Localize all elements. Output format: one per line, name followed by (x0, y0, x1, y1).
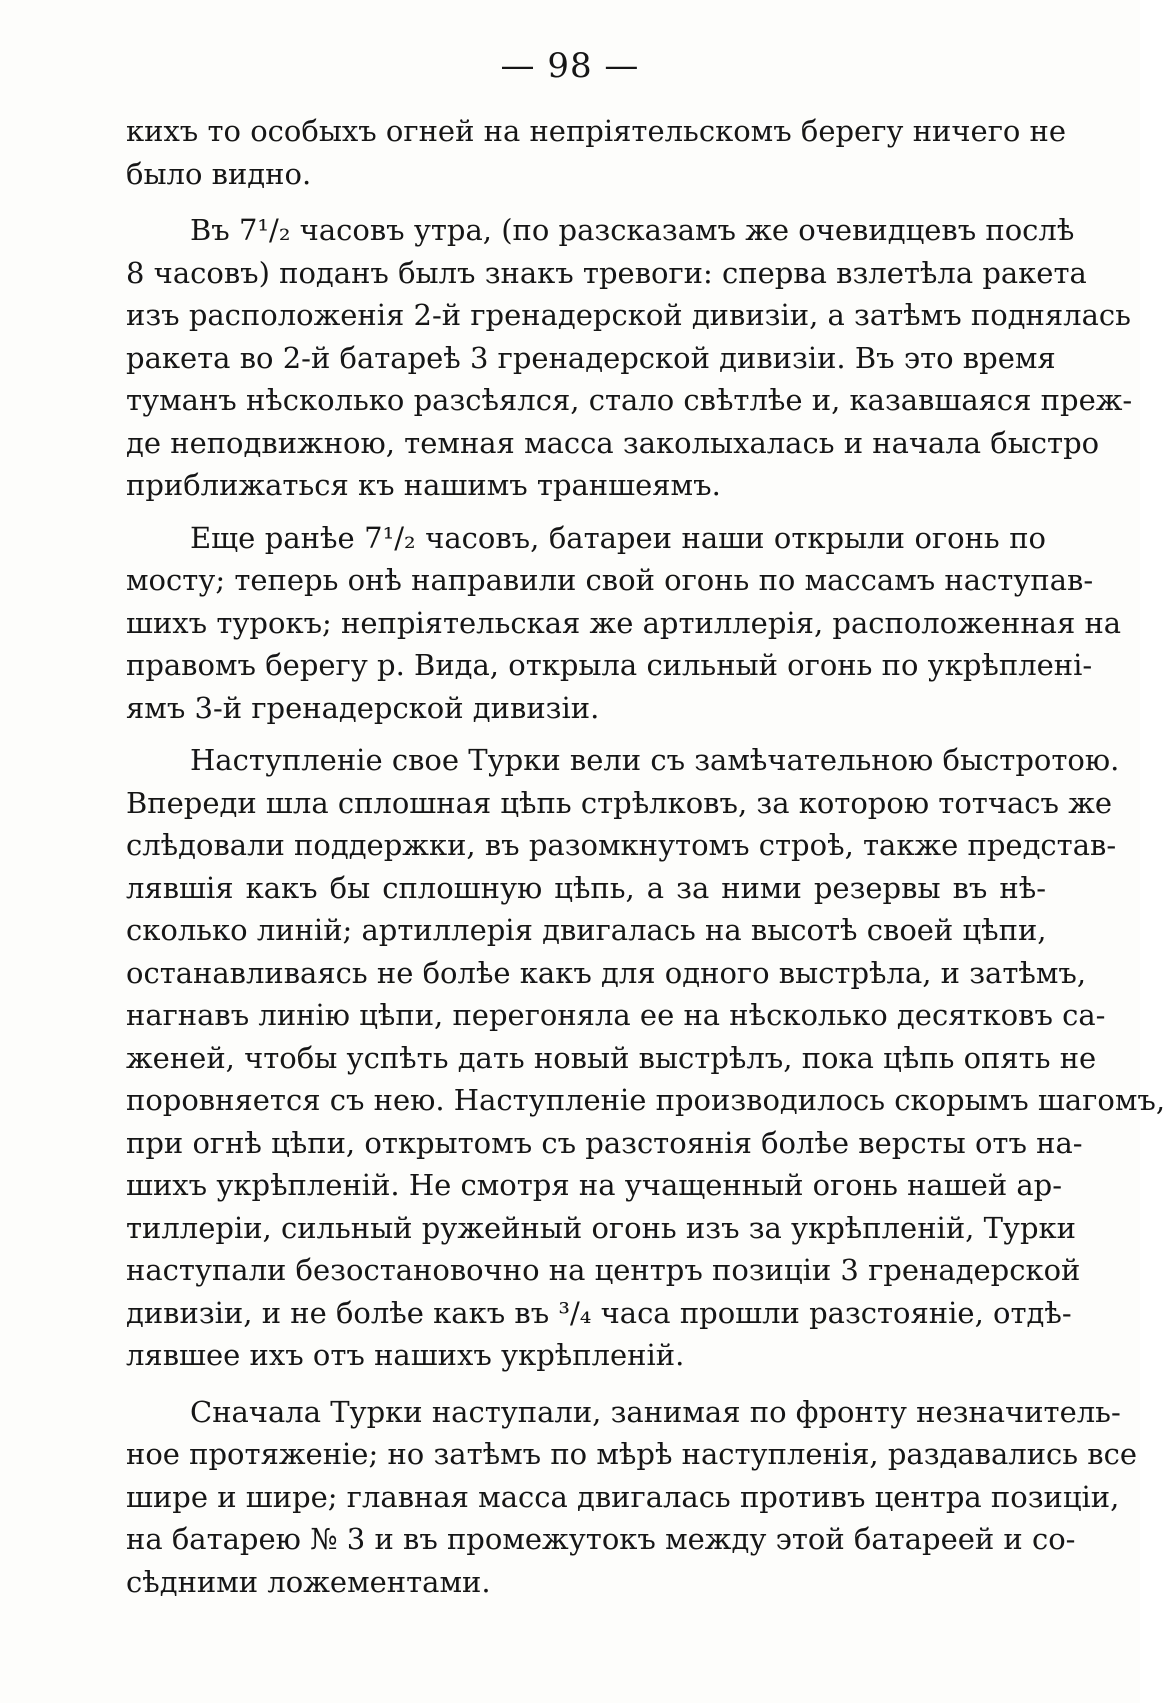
text-line: Впереди шла сплошная цѣпь стрѣлковъ, за которою тотчасъ же (126, 785, 1113, 820)
text-line: Въ 7¹/₂ часовъ утра, (по разсказамъ же очевидцевъ послѣ (190, 213, 1075, 247)
text-line: наступали безостановочно на центръ позиціи 3 гренадерской (126, 1253, 1081, 1287)
paragraph-1 (126, 110, 1067, 195)
text-line: мосту; теперь онѣ направили свой огонь по массамъ наступав- (126, 563, 1094, 597)
text-line: шире и шире; главная масса двигалась противъ центра позиціи, (126, 1479, 1120, 1514)
text-body (126, 110, 1165, 1603)
page-number: — 98 — (500, 46, 640, 86)
text-line: сколько линій; артиллерія двигалась на высотѣ своей цѣпи, (126, 913, 1047, 947)
text-line: ямъ 3-й гренадерской дивизіи. (126, 690, 600, 725)
text-line: де неподвижною, темная масса заколыхалась и начала быстро (126, 425, 1100, 460)
text-line: 8 часовъ) поданъ былъ знакъ тревоги: сперва взлетѣла ракета (126, 255, 1087, 290)
paragraph-4 (126, 739, 1165, 1377)
text-line: туманъ нѣсколько разсѣялся, стало свѣтлѣе и, казавшаяся преж- (126, 383, 1133, 417)
text-line: шихъ турокъ; непріятельская же артиллерія, расположенная на (126, 605, 1122, 640)
text-line: тиллеріи, сильный ружейный огонь изъ за укрѣпленій, Турки (126, 1210, 1077, 1245)
text-line: лявшія какъ бы сплошную цѣпь, а за ними резервы въ нѣ- (126, 870, 1046, 905)
text-line: Еще ранѣе 7¹/₂ часовъ, батареи наши открыли огонь по (190, 520, 1046, 555)
text-line: Наступленіе свое Турки вели съ замѣчательною быстротою. (190, 743, 1120, 777)
text-line: слѣдовали поддержки, въ разомкнутомъ строѣ, также представ- (126, 828, 1117, 862)
text-line: на батарею № 3 и въ промежутокъ между этой батареей и со- (126, 1522, 1076, 1556)
text-line: правомъ берегу р. Вида, открыла сильный огонь по укрѣплені- (126, 648, 1093, 682)
text-line: поровняется съ нею. Наступленіе производилось скорымъ шагомъ, (126, 1083, 1165, 1117)
text-line: останавливаясь не болѣе какъ для одного выстрѣла, и затѣмъ, (126, 955, 1087, 990)
text-line: было видно. (126, 156, 312, 191)
text-line: ное протяженіе; но затѣмъ по мѣрѣ наступленія, раздавались все (126, 1437, 1138, 1471)
text-line: сѣдними ложементами. (126, 1564, 491, 1599)
paragraph-2 (126, 209, 1133, 507)
text-line: лявшее ихъ отъ нашихъ укрѣпленій. (126, 1338, 685, 1372)
text-line: шихъ укрѣпленій. Не смотря на учащенный огонь нашей ар- (126, 1168, 1063, 1202)
text-line: ракета во 2-й батареѣ 3 гренадерской дивизіи. Въ это время (126, 340, 1056, 375)
text-line: дивизіи, и не болѣе какъ въ ³/₄ часа прошли разстояніе, отдѣ- (126, 1295, 1072, 1330)
paragraph-3 (126, 517, 1122, 730)
text-line: кихъ то особыхъ огней на непріятельскомъ берегу ничего не (126, 114, 1067, 148)
text-line: изъ расположенія 2-й гренадерской дивизіи, а затѣмъ поднялась (126, 298, 1131, 332)
text-line: нагнавъ линію цѣпи, перегоняла ее на нѣсколько десятковъ са- (126, 998, 1106, 1032)
text-line: Сначала Турки наступали, занимая по фронту незначитель- (190, 1394, 1121, 1429)
text-line: при огнѣ цѣпи, открытомъ съ разстоянія болѣе версты отъ на- (126, 1125, 1083, 1160)
text-line: приближаться къ нашимъ траншеямъ. (126, 468, 721, 502)
paragraph-5 (126, 1391, 1138, 1604)
text-line: женей, чтобы успѣть дать новый выстрѣлъ, пока цѣпь опять не (126, 1040, 1097, 1075)
